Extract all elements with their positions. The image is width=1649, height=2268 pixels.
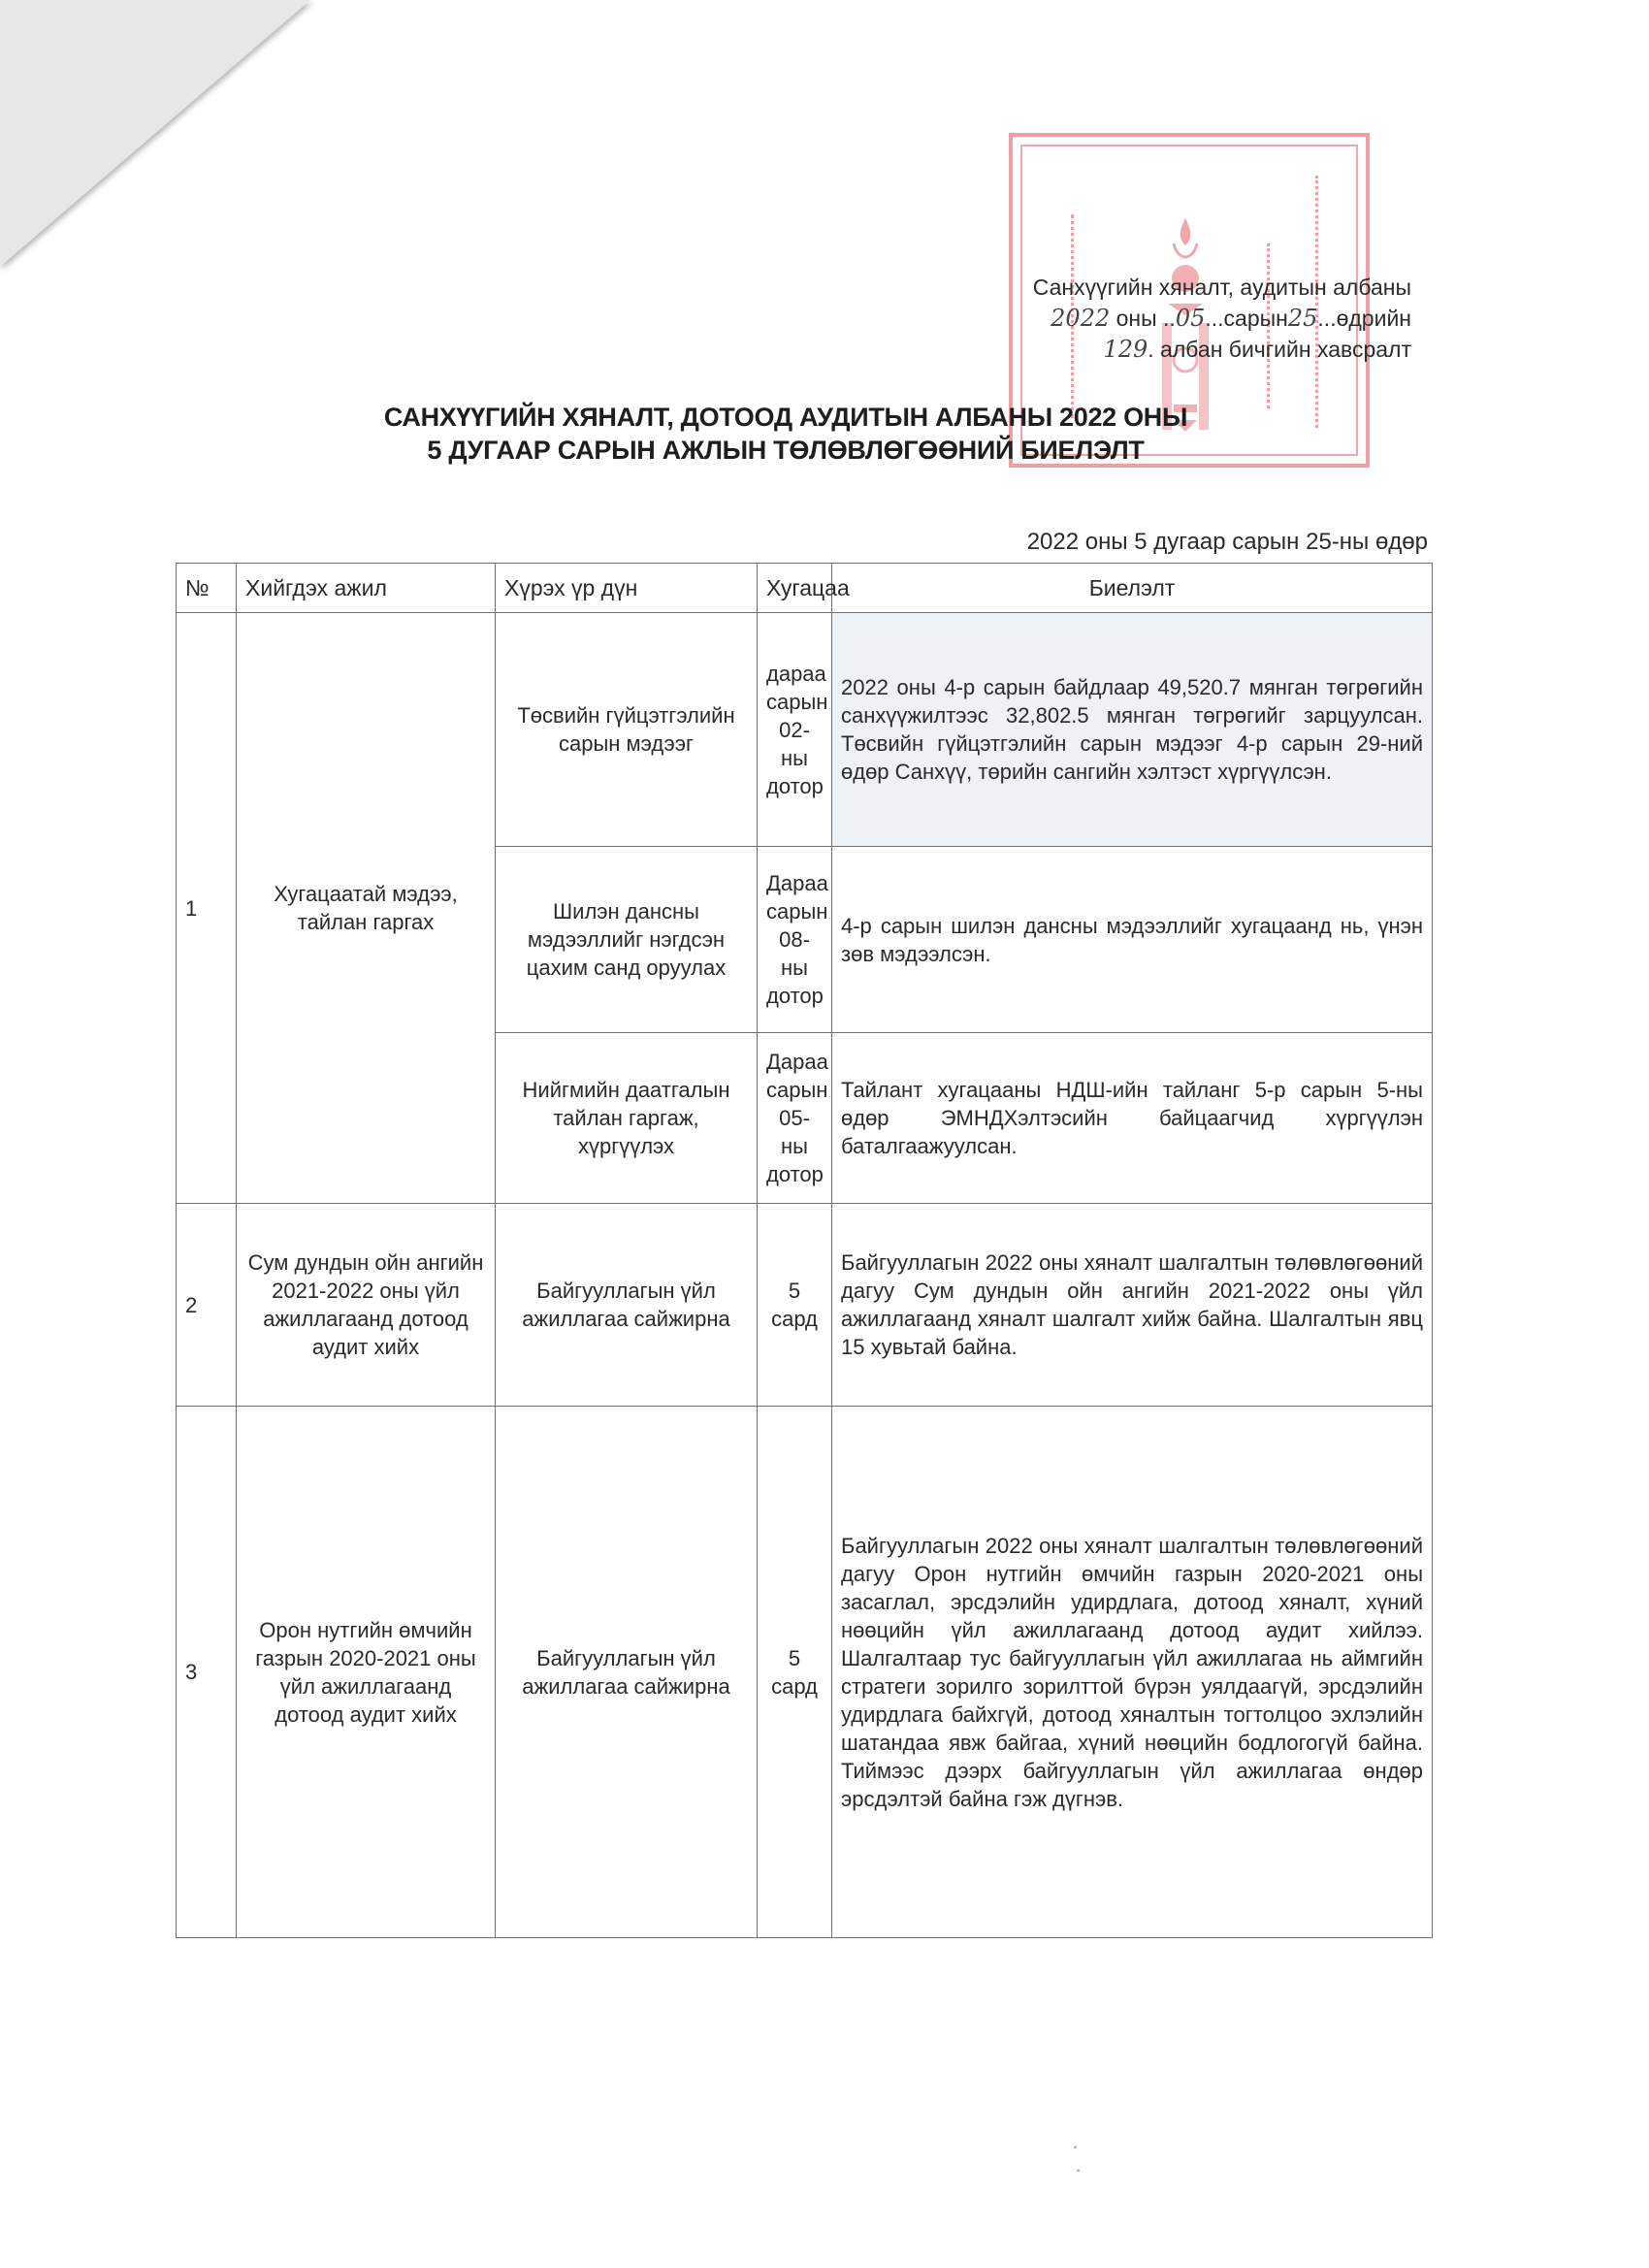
- row-result: Шилэн дансны мэдээллийг нэгдсэн цахим санд оруулах: [496, 847, 758, 1033]
- row-performance: Байгууллагын 2022 оны хяналт шалгалтын төлөвлөгөөний дагуу Орон нутгийн өмчийн газрын 2020-2021 оны засаглал, эрсдэлийн удирдлага, дотоод хяналт, хүний нөөцийн үйл ажиллагаанд дотоод аудит хийлээ. Шалгалтаар тус байгууллагын үйл ажиллагаа нь аймгийн стратеги зорилго зорилттой бүрэн уялдаагүй, эрсдэлийн удирдлага байхгүй, дотоод хяналтын тогтолцоо эхлэлийн шатандаа явж байгаа, хүний нөөцийн бодлогогүй байна. Тиймээс дээрх байгууллагын үйл ажиллагаа өндөр эрсдэлтэй байна гэж дүгнэв.: [832, 1407, 1433, 1938]
- attachment-line-3: [1033, 334, 1411, 365]
- row-deadline: Дараа сарын 05-ны дотор: [758, 1033, 832, 1204]
- document-title: [272, 401, 1300, 467]
- title-line-1: САНХҮҮГИЙН ХЯНАЛТ, ДОТООД АУДИТЫН АЛБАНЫ 2022 ОНЫ: [383, 403, 1188, 432]
- row-task: Хугацаатай мэдээ, тайлан гаргах: [237, 613, 496, 1204]
- attachment-line-2: [1033, 303, 1411, 334]
- header-task: Хийгдэх ажил: [237, 564, 496, 613]
- row-deadline: дараа сарын 02-ны дотор: [758, 613, 832, 847]
- row-task: Орон нутгийн өмчийн газрын 2020-2021 оны үйл ажиллагаанд дотоод аудит хийх: [237, 1407, 496, 1938]
- row-result: Нийгмийн даатгалын тайлан гаргаж, хүргүүлэх: [496, 1033, 758, 1204]
- row-performance: 4-р сарын шилэн дансны мэдээллийг хугацаанд нь, үнэн зөв мэдээлсэн.: [832, 847, 1433, 1033]
- row-result: Байгууллагын үйл ажиллагаа сайжирна: [496, 1204, 758, 1407]
- handwritten-year: 2022: [1051, 305, 1111, 332]
- day-suffix: ...өдрийн: [1317, 306, 1411, 331]
- document-date: 2022 оны 5 дугаар сарын 25-ны өдөр: [1026, 529, 1428, 555]
- table-row: [177, 1204, 1433, 1407]
- header-deadline: Хугацаа: [758, 564, 832, 613]
- header-result: Хүрэх үр дүн: [496, 564, 758, 613]
- row-number: 2: [177, 1204, 237, 1407]
- letter-suffix: . албан бичгийн хавсралт: [1148, 337, 1411, 362]
- table-row: [177, 1407, 1433, 1938]
- row-result: Байгууллагын үйл ажиллагаа сайжирна: [496, 1407, 758, 1938]
- attachment-line-1: Санхүүгийн хяналт, аудитын албаны: [1032, 275, 1411, 300]
- work-plan-table: [176, 563, 1433, 1938]
- header-number: №: [177, 564, 237, 613]
- row-number: 3: [177, 1407, 237, 1938]
- row-deadline: Дараа сарын 08-ны дотор: [758, 847, 832, 1033]
- scan-speck: [1077, 2169, 1080, 2172]
- month-suffix: ...сарын: [1205, 306, 1288, 331]
- row-performance: Байгууллагын 2022 оны хяналт шалгалтын төлөвлөгөөний дагуу Сум дундын ойн ангийн 2021-2022 оны үйл ажиллагаанд хяналт шалгалт хийж байна. Шалгалтын явц 15 хувьтай байна.: [832, 1204, 1433, 1407]
- row-number: 1: [177, 613, 237, 1204]
- year-suffix: оны ..: [1110, 306, 1176, 331]
- table-row: [177, 613, 1433, 847]
- row-deadline: 5 сард: [758, 1204, 832, 1407]
- handwritten-day: 25: [1287, 305, 1318, 332]
- scan-speck: [1074, 2146, 1077, 2149]
- header-performance: Биелэлт: [832, 564, 1433, 613]
- handwritten-letter-number: 129: [1103, 336, 1148, 363]
- row-task: Сум дундын ойн ангийн 2021-2022 оны үйл ажиллагаанд дотоод аудит хийх: [237, 1204, 496, 1407]
- table-header-row: [177, 564, 1433, 613]
- row-performance: Тайлант хугацааны НДШ-ийн тайланг 5-р сарын 5-ны өдөр ЭМНДХэлтэсийн байцаагчид хүргүүлэн баталгаажуулсан.: [832, 1033, 1433, 1204]
- attachment-note: [1033, 272, 1411, 365]
- title-line-2: 5 ДУГААР САРЫН АЖЛЫН ТӨЛӨВЛӨГӨӨНИЙ БИЕЛЭЛТ: [427, 436, 1145, 465]
- handwritten-month: 05: [1175, 305, 1206, 332]
- scan-corner-shadow: [0, 0, 310, 267]
- row-result: Төсвийн гүйцэтгэлийн сарын мэдээг: [496, 613, 758, 847]
- row-performance: 2022 оны 4-р сарын байдлаар 49,520.7 мянган төгрөгийн санхүүжилтээс 32,802.5 мянган төгрөгийг зарцуулсан. Төсвийн гүйцэтгэлийн сарын мэдээг 4-р сарын 29-ний өдөр Санхүү, төрийн сангийн хэлтэст хүргүүлсэн.: [832, 613, 1433, 847]
- row-deadline: 5 сард: [758, 1407, 832, 1938]
